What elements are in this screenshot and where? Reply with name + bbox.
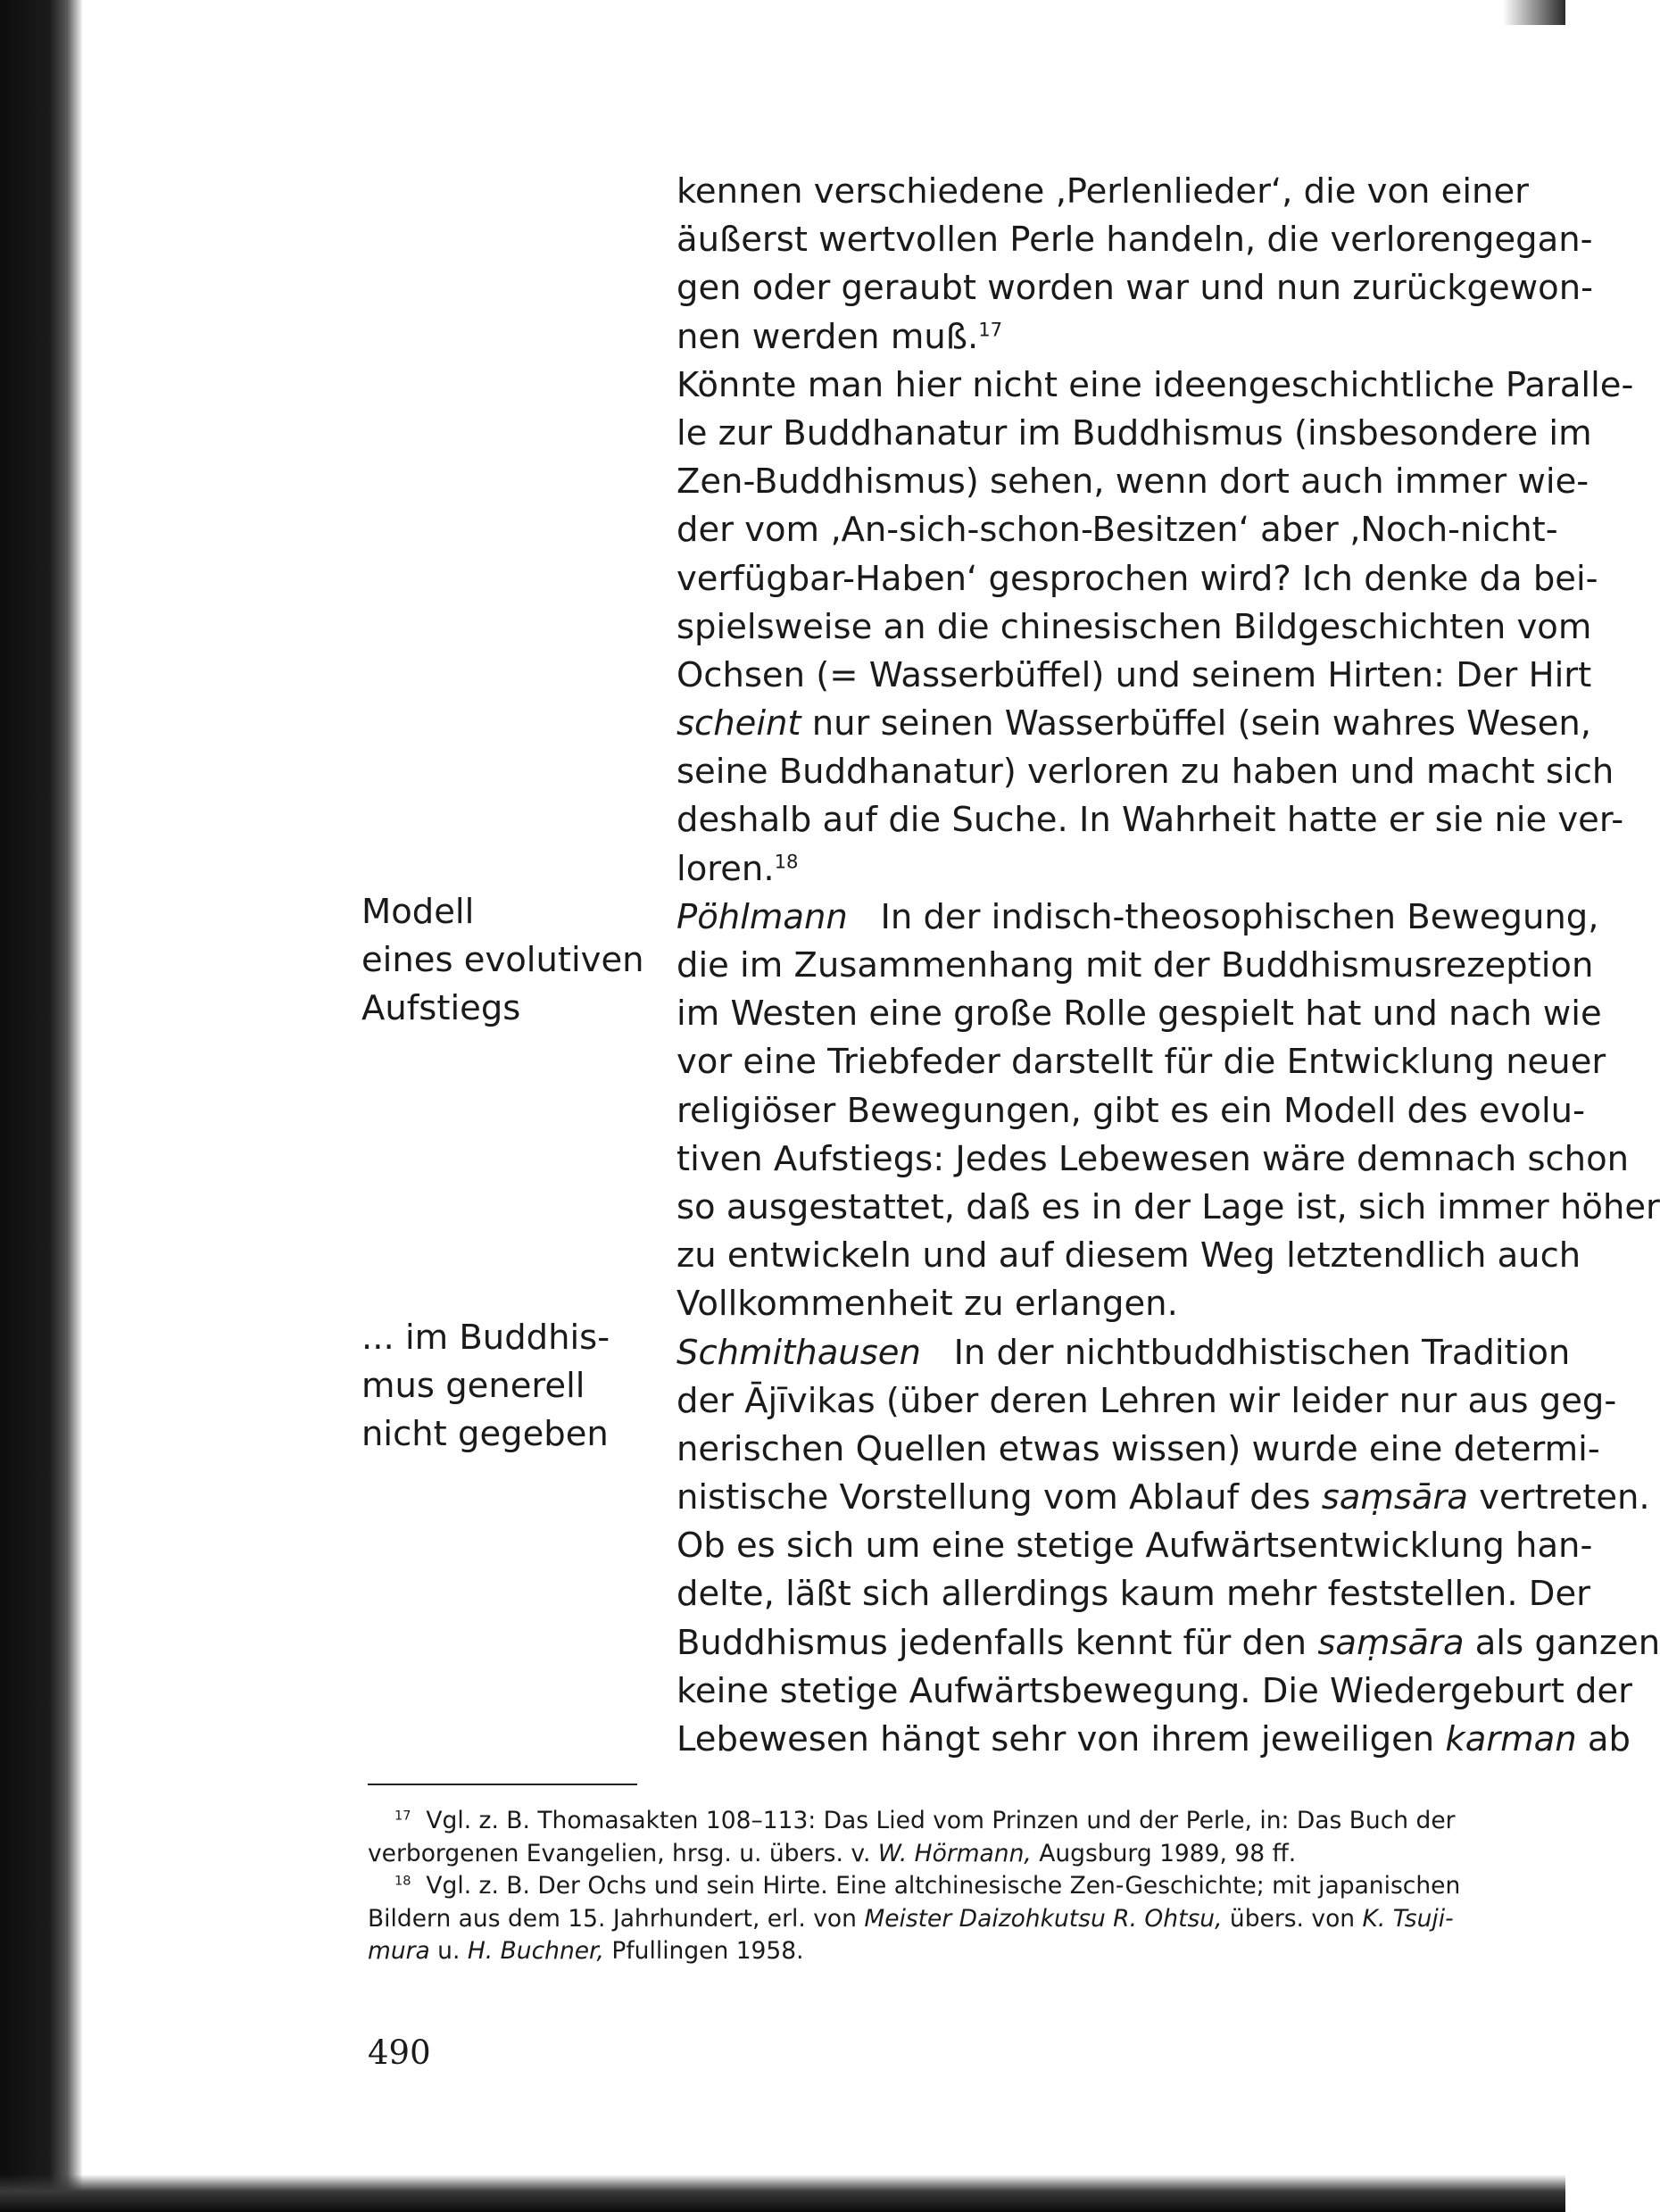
text-line: Lebewesen hängt sehr von ihrem jeweiligen karman ab	[676, 1719, 1631, 1759]
footnote-number: 18	[394, 1873, 411, 1889]
main-text	[676, 168, 1660, 1764]
text-line: loren.$^{18}$	[676, 848, 799, 889]
text-line: kennen verschiedene ‚Perlenlieder‘, die von einer	[676, 171, 1529, 212]
footnote-18: $^{18}$ Vgl. z. B. Der Ochs und sein Hirte. Eine altchinesische Zen-Geschichte; mit japanischen	[394, 1872, 1461, 1900]
text-line: der Ājīvikas (über deren Lehren wir leider nur aus geg-	[676, 1380, 1617, 1421]
text-line: so ausgestattet, daß es in der Lage ist, sich immer höher	[676, 1186, 1660, 1227]
scan-shadow-bottom	[0, 2175, 1565, 2212]
text-line: Pöhlmann In der indisch-theosophischen Bewegung,	[676, 896, 1599, 937]
margin-note-line: Aufstiegs	[361, 988, 521, 1029]
margin-note-line: eines evolutiven	[361, 940, 644, 981]
footnote-divider	[368, 1784, 637, 1785]
text-line: die im Zusammenhang mit der Buddhismusrezeption	[676, 945, 1594, 985]
text-line: delte, läßt sich allerdings kaum mehr feststellen. Der	[676, 1574, 1590, 1615]
text-line: Könnte man hier nicht eine ideengeschichtliche Paralle-	[676, 364, 1634, 405]
text-line: zu entwickeln und auf diesem Weg letztendlich auch	[676, 1235, 1581, 1276]
text-line: nerischen Quellen etwas wissen) wurde eine determi-	[676, 1428, 1600, 1469]
term: saṃsāra	[1317, 1622, 1465, 1663]
speaker-name: Pöhlmann	[676, 896, 848, 937]
scan-shadow-left	[0, 0, 82, 2212]
margin-note-buddhism	[361, 1314, 629, 1459]
speaker-name: Schmithausen	[676, 1332, 921, 1373]
text-line: Zen-Buddhismus) sehen, wenn dort auch immer wie-	[676, 462, 1589, 503]
text-line: nistische Vorstellung vom Ablauf des saṃsāra vertreten.	[676, 1477, 1650, 1518]
margin-note-line: mus generell	[361, 1366, 585, 1407]
footnote-line: Bildern aus dem 15. Jahrhundert, erl. von Meister Daizohkutsu R. Ohtsu, übers. von K. Tsuji-	[368, 1904, 1454, 1933]
text-line: Schmithausen In der nichtbuddhistischen Tradition	[676, 1332, 1571, 1373]
text-line: Vollkommenheit zu erlangen.	[676, 1284, 1178, 1325]
footnote-line: verborgenen Evangelien, hrsg. u. übers. v. W. Hörmann, Augsburg 1989, 98 ff.	[368, 1839, 1297, 1867]
term: karman	[1445, 1719, 1577, 1759]
margin-note-evolutive-ascent	[361, 888, 644, 1034]
margin-note-line: nicht gegeben	[361, 1414, 609, 1455]
text-line: der vom ‚An-sich-schon-Besitzen‘ aber ‚Noch-nicht-	[676, 510, 1558, 551]
text-line: Buddhismus jedenfalls kennt für den saṃsāra als ganzen	[676, 1622, 1660, 1663]
text-line: äußerst wertvollen Perle handeln, die verlorengegan-	[676, 220, 1593, 261]
text-line: Ob es sich um eine stetige Aufwärtsentwicklung han-	[676, 1526, 1593, 1567]
footnote-ref-18: 18	[774, 849, 799, 872]
scan-shadow-top-right	[1503, 0, 1565, 25]
text-line: tiven Aufstiegs: Jedes Lebewesen wäre demnach schon	[676, 1138, 1630, 1179]
footnote-17: $^{17}$ Vgl. z. B. Thomasakten 108–113: Das Lied vom Prinzen und der Perle, in: Das Buch der	[394, 1807, 1456, 1834]
text-line: im Westen eine große Rolle gespielt hat und nach wie	[676, 994, 1602, 1035]
footnote-number: 17	[394, 1808, 411, 1824]
text-line: nen werden muß.$^{17}$	[676, 316, 1003, 357]
text-line: gen oder geraubt worden war und nun zurückgewon-	[676, 268, 1594, 309]
page-number: 490	[368, 2033, 431, 2072]
footnotes	[368, 1805, 1519, 1968]
text-line: le zur Buddhanatur im Buddhismus (insbesondere im	[676, 412, 1592, 453]
text-line: keine stetige Aufwärtsbewegung. Die Wiedergeburt der	[676, 1670, 1632, 1711]
text-line: spielsweise an die chinesischen Bildgeschichten vom	[676, 606, 1592, 647]
margin-note-line: Modell	[361, 892, 475, 932]
footnote-line: mura u. H. Buchner, Pfullingen 1958.	[368, 1937, 804, 1965]
emphasis: scheint	[676, 703, 801, 744]
text-line: vor eine Triebfeder darstellt für die Entwicklung neuer	[676, 1042, 1606, 1083]
term: saṃsāra	[1321, 1477, 1468, 1518]
margin-note-line: ... im Buddhis-	[361, 1318, 610, 1358]
text-line: seine Buddhanatur) verloren zu haben und macht sich	[676, 752, 1614, 793]
text-line: Ochsen (= Wasserbüffel) und seinem Hirten: Der Hirt	[676, 654, 1592, 695]
text-line: deshalb auf die Suche. In Wahrheit hatte er sie nie ver-	[676, 800, 1624, 841]
text-line: scheint nur seinen Wasserbüffel (sein wahres Wesen,	[676, 703, 1592, 744]
text-line: religiöser Bewegungen, gibt es ein Modell des evolu-	[676, 1090, 1585, 1131]
footnote-ref-17: 17	[978, 317, 1003, 340]
text-line: verfügbar-Haben‘ gesprochen wird? Ich denke da bei-	[676, 558, 1598, 599]
